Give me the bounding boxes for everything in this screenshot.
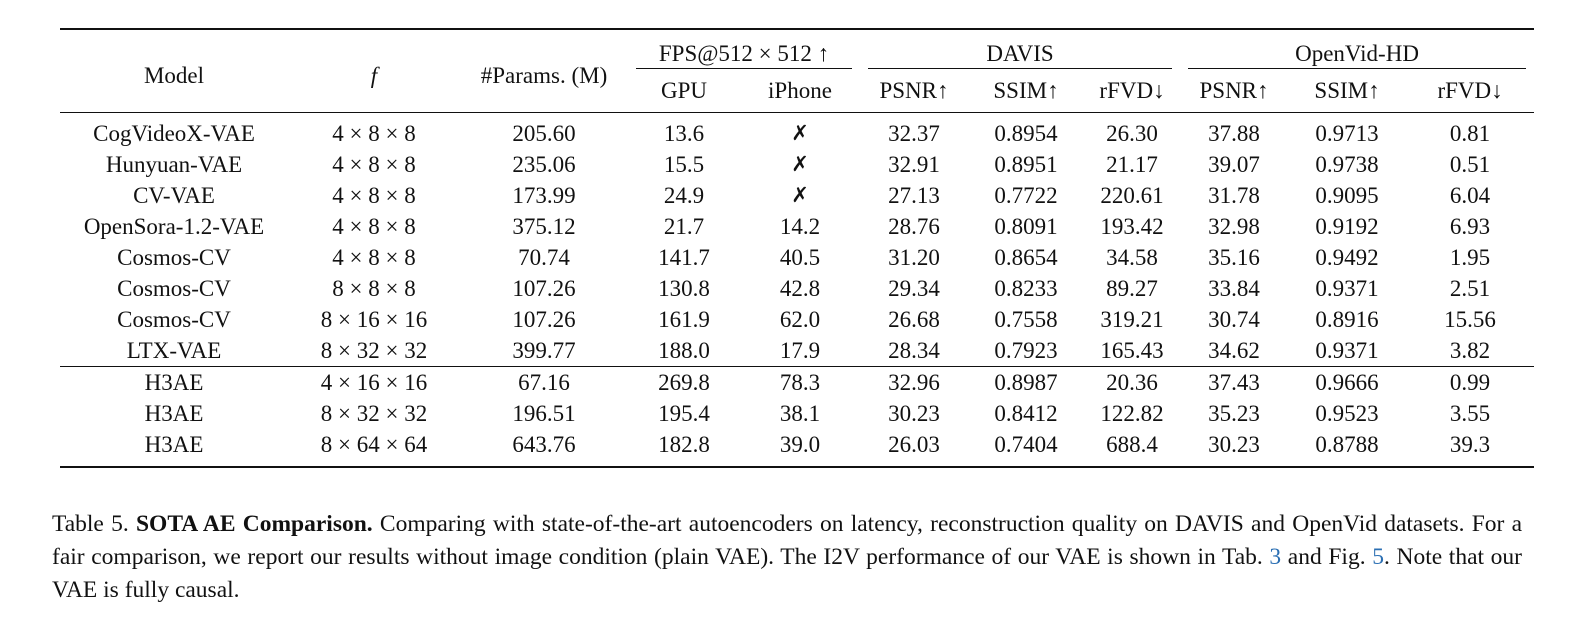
cell-openvid-rfvd: 6.04: [1449, 183, 1491, 208]
openvid-group-underline: [1188, 68, 1526, 69]
table-row: [60, 242, 1534, 273]
cell-params: 196.51: [512, 401, 576, 426]
header-davis-ssim: SSIM↑: [968, 69, 1084, 113]
cell-f: 4 × 8 × 8: [332, 121, 416, 146]
cell-openvid-ssim: 0.8788: [1315, 432, 1379, 457]
cell-model: H3AE: [144, 432, 204, 457]
cell-davis-ssim: 0.7404: [994, 432, 1058, 457]
header-fps-group-label: FPS@512 × 512 ↑: [658, 41, 830, 66]
cell-openvid-rfvd: 15.56: [1444, 307, 1496, 332]
cell-davis-ssim: 0.8412: [994, 401, 1058, 426]
cell-iphone-fps: ✗: [791, 152, 809, 176]
davis-group-underline: [868, 68, 1172, 69]
h3ae-rows: [60, 367, 1534, 468]
cell-davis-rfvd: 193.42: [1100, 214, 1164, 239]
cell-iphone-fps: 38.1: [779, 401, 821, 426]
cell-model: Hunyuan-VAE: [105, 152, 243, 177]
cell-f: 8 × 16 × 16: [320, 307, 428, 332]
header-openvid-ssim: SSIM↑: [1288, 69, 1406, 113]
cell-model: H3AE: [60, 367, 288, 399]
cell-model: Cosmos-CV: [117, 307, 231, 332]
cell-openvid-rfvd: 0.81: [1449, 121, 1491, 146]
caption-text-3: . Note that our VAE is fully causal.: [52, 544, 1523, 603]
cell-model: CV-VAE: [133, 183, 215, 208]
cell-davis-psnr: 28.76: [888, 214, 940, 239]
cell-openvid-rfvd: 6.93: [1449, 214, 1491, 239]
cell-openvid-psnr: 39.07: [1208, 152, 1260, 177]
header-openvid-rfvd: rFVD↓: [1406, 69, 1534, 113]
header-model: Model: [60, 29, 288, 113]
cell-openvid-ssim: 0.9192: [1315, 214, 1379, 239]
cell-davis-rfvd: 220.61: [1100, 183, 1164, 208]
cell-davis-psnr: 27.13: [888, 183, 940, 208]
cell-davis-ssim: 0.8654: [994, 245, 1058, 270]
cell-openvid-psnr: 37.43: [1180, 367, 1288, 399]
cell-openvid-psnr: 31.78: [1208, 183, 1260, 208]
cell-model: Cosmos-CV: [117, 276, 231, 301]
header-davis-psnr: PSNR↑: [860, 69, 968, 113]
cell-iphone-fps: ✗: [791, 121, 809, 145]
cell-davis-ssim: 0.7923: [994, 338, 1058, 363]
baseline-rows: [60, 113, 1534, 367]
header-openvid-group: [1180, 29, 1534, 69]
cell-davis-ssim: 0.8954: [994, 121, 1058, 146]
cell-openvid-psnr: 35.23: [1208, 401, 1260, 426]
cell-openvid-ssim: 0.9666: [1288, 367, 1406, 399]
header-davis-group-label: DAVIS: [986, 41, 1054, 66]
cell-gpu-fps: 269.8: [628, 367, 740, 399]
cell-model: Cosmos-CV: [117, 245, 231, 270]
cell-openvid-ssim: 0.9095: [1315, 183, 1379, 208]
cell-davis-ssim: 0.8987: [968, 367, 1084, 399]
cell-f: 4 × 8 × 8: [332, 183, 416, 208]
cell-gpu-fps: 130.8: [658, 276, 710, 301]
cell-openvid-ssim: 0.9713: [1315, 121, 1379, 146]
cell-davis-ssim: 0.7558: [994, 307, 1058, 332]
cell-model: CogVideoX-VAE: [93, 121, 255, 146]
cell-openvid-ssim: 0.8916: [1315, 307, 1379, 332]
cell-model: LTX-VAE: [126, 338, 222, 363]
cell-davis-psnr: 29.34: [888, 276, 940, 301]
cell-davis-psnr: 26.03: [888, 432, 940, 457]
cell-params: 70.74: [518, 245, 570, 270]
sota-ae-comparison-table: [60, 28, 1534, 468]
cell-params: 643.76: [512, 432, 576, 457]
cell-iphone-fps: 39.0: [779, 432, 821, 457]
cell-f: 8 × 32 × 32: [320, 401, 428, 426]
header-f: f: [288, 29, 460, 113]
cell-davis-rfvd: 20.36: [1084, 367, 1180, 399]
caption-title: SOTA AE Comparison.: [135, 511, 373, 537]
cell-params: 399.77: [512, 338, 576, 363]
cell-openvid-ssim: 0.9523: [1315, 401, 1379, 426]
cell-iphone-fps: 17.9: [779, 338, 821, 363]
cell-davis-rfvd: 89.27: [1106, 276, 1158, 301]
table-row: [60, 304, 1534, 335]
cell-openvid-ssim: 0.9492: [1315, 245, 1379, 270]
cell-openvid-psnr: 34.62: [1208, 338, 1260, 363]
cell-davis-rfvd: 34.58: [1106, 245, 1158, 270]
table-row: [60, 149, 1534, 180]
cell-params: 375.12: [512, 214, 576, 239]
cell-davis-rfvd: 165.43: [1100, 338, 1164, 363]
caption-text-1: Comparing with state-of-the-art autoencoders on latency, reconstruction quality on DAVIS and OpenVid datasets. For a fair comparison, we report our results without image condition (plain VAE). The I2V performance of our VAE is shown in Tab.: [52, 511, 1523, 570]
cell-iphone-fps: ✗: [791, 183, 809, 207]
cell-davis-ssim: 0.8091: [994, 214, 1058, 239]
cell-iphone-fps: 42.8: [779, 276, 821, 301]
cell-openvid-psnr: 35.16: [1208, 245, 1260, 270]
cell-iphone-fps: 78.3: [740, 367, 860, 399]
cell-params: 107.26: [512, 276, 576, 301]
caption-tab-ref-link[interactable]: 3: [1269, 544, 1282, 570]
caption-fig-ref-link[interactable]: 5: [1372, 544, 1384, 570]
cell-openvid-rfvd: 0.99: [1406, 367, 1534, 399]
header-gpu: GPU: [628, 69, 740, 113]
cell-davis-ssim: 0.8951: [994, 152, 1058, 177]
cell-params: 205.60: [512, 121, 576, 146]
header-openvid-psnr: PSNR↑: [1180, 69, 1288, 113]
header-params: #Params. (M): [460, 29, 628, 113]
cell-params: 235.06: [512, 152, 576, 177]
caption-label: Table 5.: [52, 511, 129, 537]
cell-davis-rfvd: 26.30: [1106, 121, 1158, 146]
cell-openvid-rfvd: 0.51: [1449, 152, 1491, 177]
cell-gpu-fps: 141.7: [658, 245, 710, 270]
cell-openvid-psnr: 30.23: [1208, 432, 1260, 457]
comparison-table-container: [60, 28, 1534, 468]
table-caption: [52, 508, 1522, 607]
cell-openvid-ssim: 0.9371: [1315, 276, 1379, 301]
table-row: [60, 429, 1534, 467]
cell-davis-psnr: 28.34: [888, 338, 940, 363]
header-davis-group: [860, 29, 1180, 69]
cell-openvid-psnr: 32.98: [1208, 214, 1260, 239]
cell-davis-ssim: 0.7722: [994, 183, 1058, 208]
header-fps-group: [628, 29, 860, 69]
cell-f: 8 × 32 × 32: [320, 338, 428, 363]
cell-f: 8 × 64 × 64: [320, 432, 428, 457]
cell-iphone-fps: 14.2: [779, 214, 821, 239]
cell-openvid-rfvd: 3.82: [1449, 338, 1491, 363]
cell-openvid-rfvd: 39.3: [1449, 432, 1491, 457]
cell-params: 107.26: [512, 307, 576, 332]
cell-openvid-rfvd: 1.95: [1449, 245, 1491, 270]
cell-davis-rfvd: 122.82: [1100, 401, 1164, 426]
cell-gpu-fps: 182.8: [658, 432, 710, 457]
cell-model: H3AE: [144, 401, 204, 426]
cell-openvid-ssim: 0.9738: [1315, 152, 1379, 177]
cell-f: 4 × 8 × 8: [332, 245, 416, 270]
table-row: [60, 180, 1534, 211]
cell-f: 8 × 8 × 8: [332, 276, 416, 301]
cell-f: 4 × 8 × 8: [332, 152, 416, 177]
cell-davis-psnr: 30.23: [888, 401, 940, 426]
cell-gpu-fps: 13.6: [663, 121, 705, 146]
table-row: [60, 367, 1534, 399]
fps-group-underline: [636, 68, 852, 69]
header-iphone: iPhone: [740, 69, 860, 113]
table-row: [60, 113, 1534, 150]
cell-openvid-rfvd: 2.51: [1449, 276, 1491, 301]
cell-openvid-psnr: 33.84: [1208, 276, 1260, 301]
cell-gpu-fps: 161.9: [658, 307, 710, 332]
caption-text-2: and Fig.: [1287, 544, 1366, 570]
table-row: [60, 398, 1534, 429]
cell-params: 67.16: [460, 367, 628, 399]
cell-gpu-fps: 24.9: [663, 183, 705, 208]
table-row: [60, 211, 1534, 242]
cell-iphone-fps: 62.0: [779, 307, 821, 332]
cell-f: 4 × 8 × 8: [332, 214, 416, 239]
table-row: [60, 273, 1534, 304]
cell-davis-psnr: 31.20: [888, 245, 940, 270]
cell-gpu-fps: 15.5: [663, 152, 705, 177]
cell-f: 4 × 16 × 16: [288, 367, 460, 399]
table-row: [60, 335, 1534, 367]
header-row-1: [60, 29, 1534, 69]
cell-gpu-fps: 195.4: [658, 401, 710, 426]
cell-openvid-psnr: 30.74: [1208, 307, 1260, 332]
cell-davis-rfvd: 21.17: [1106, 152, 1158, 177]
cell-openvid-ssim: 0.9371: [1315, 338, 1379, 363]
cell-openvid-psnr: 37.88: [1208, 121, 1260, 146]
header-openvid-group-label: OpenVid-HD: [1295, 41, 1419, 66]
cell-davis-rfvd: 319.21: [1100, 307, 1164, 332]
header-davis-rfvd: rFVD↓: [1084, 69, 1180, 113]
cell-davis-rfvd: 688.4: [1106, 432, 1158, 457]
cell-params: 173.99: [512, 183, 576, 208]
cell-openvid-rfvd: 3.55: [1449, 401, 1491, 426]
cell-model: OpenSora-1.2-VAE: [83, 214, 265, 239]
cell-davis-psnr: 32.91: [888, 152, 940, 177]
cell-davis-ssim: 0.8233: [994, 276, 1058, 301]
cell-davis-psnr: 32.37: [888, 121, 940, 146]
cell-iphone-fps: 40.5: [779, 245, 821, 270]
cell-davis-psnr: 32.96: [860, 367, 968, 399]
cell-gpu-fps: 21.7: [663, 214, 705, 239]
cell-davis-psnr: 26.68: [888, 307, 940, 332]
cell-gpu-fps: 188.0: [658, 338, 710, 363]
